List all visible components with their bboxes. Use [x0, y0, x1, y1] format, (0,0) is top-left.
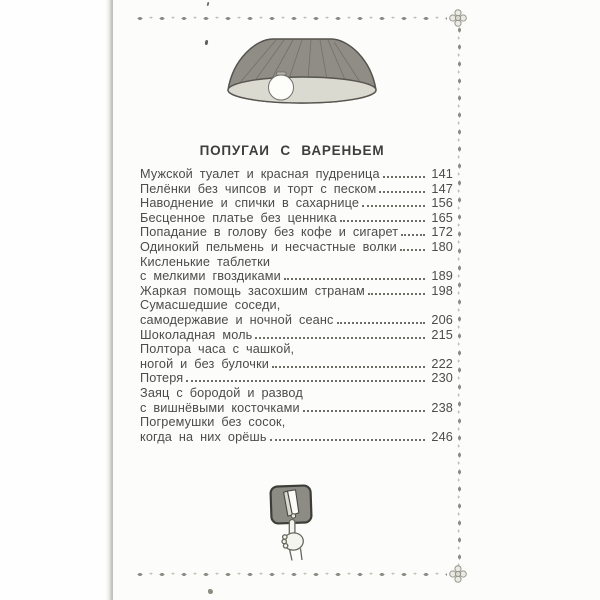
toc-entry-page: 230 [431, 371, 453, 386]
dot-leader [368, 293, 425, 295]
toc-entry-text: Кисленькие таблетки [140, 254, 271, 269]
toc-entry [140, 313, 453, 328]
toc-entry-text: Полтора часа с чашкой, [140, 342, 295, 357]
toc-entry-page: 246 [431, 429, 453, 444]
toc-entry-text: Одинокий пельмень и несчастные волки [140, 239, 397, 254]
toc-entry [140, 196, 453, 211]
toc-entry-page: 189 [431, 269, 453, 284]
toc-entry [140, 255, 453, 270]
toc-entry-text: Наводнение и спички в сахарнице [140, 196, 360, 211]
toc-entry [140, 269, 453, 284]
toc-entry-text: Попадание в голову без кофе и сигарет [140, 225, 399, 240]
dot-leader [270, 439, 425, 441]
toc-entry-text: с вишнёвыми косточками [140, 400, 300, 415]
dot-leader [379, 191, 425, 193]
toc-entry [140, 240, 453, 255]
dot-leader [255, 337, 425, 339]
toc-entry-page: 222 [431, 356, 453, 371]
toc-entry [140, 182, 453, 197]
toc-entry [140, 357, 453, 372]
toc-entry [140, 284, 453, 299]
toc-entry [140, 342, 453, 357]
dot-leader [383, 176, 425, 178]
toc-entry [140, 211, 453, 226]
toc-entry-page: 165 [431, 210, 453, 225]
toc-entry-text: Бесценное платье без ценника [140, 210, 337, 225]
toc-entry-text: Пелёнки без чипсов и торт с песком [140, 181, 377, 196]
toc-entry-page: 215 [431, 327, 453, 342]
toc-entry [140, 298, 453, 313]
book-page [113, 0, 600, 600]
toc-entry [140, 430, 453, 445]
toc-entry-text: самодержавие и ночной сеанс [140, 312, 334, 327]
toc-entry-text: Заяц с бородой и развод [140, 385, 303, 400]
toc-entry [140, 371, 453, 386]
toc-entry-page: 147 [431, 181, 453, 196]
toc-entry-text: когда на них орёшь [140, 429, 267, 444]
toc-entry-page: 141 [431, 167, 453, 181]
toc-entry-text: Погремушки без сосок, [140, 415, 286, 430]
toc-entry-text: Шоколадная моль [140, 327, 253, 342]
toc-entry-page: 180 [431, 239, 453, 254]
corner-rosette-icon [449, 565, 467, 583]
dot-leader [401, 234, 425, 236]
dot-leader [362, 205, 425, 207]
photo-speck [208, 589, 213, 594]
toc-entry [140, 386, 453, 401]
dot-leader [337, 322, 425, 324]
dot-leader [340, 220, 425, 222]
toc-entry [140, 328, 453, 343]
toc-entry [140, 401, 453, 416]
toc-entry [140, 415, 453, 430]
toc-entry-page: 206 [431, 312, 453, 327]
toc-entry-text: Жаркая помощь засохшим странам [140, 283, 365, 298]
toc-entry [140, 167, 453, 182]
frame-bottom-border [135, 571, 447, 578]
toc-entry-text: ногой и без булочки [140, 356, 270, 371]
dot-leader [284, 278, 425, 280]
toc-entry-page: 198 [431, 283, 453, 298]
dot-leader [303, 410, 425, 412]
toc-entry-text: Потеря [140, 371, 184, 386]
toc-entry-text: Сумасшедшие соседи, [140, 298, 281, 313]
toc-entry-text: Мужской туалет и красная пудреница [140, 167, 380, 181]
toc-entry-text: с мелкими гвоздиками [140, 269, 281, 284]
frame-right-border [456, 25, 463, 567]
toc-entry-page: 156 [431, 196, 453, 211]
table-of-contents [140, 167, 453, 444]
toc-entry-page: 172 [431, 225, 453, 240]
frame-top-border [135, 15, 447, 22]
dot-leader [186, 380, 425, 382]
dot-leader [272, 366, 425, 368]
light-switch-illustration-icon [251, 482, 339, 562]
chapter-title: ПОПУГАИ С ВАРЕНЬЕМ [199, 143, 385, 158]
lampshade-illustration-icon [226, 35, 378, 105]
dot-leader [400, 249, 425, 251]
corner-rosette-icon [449, 9, 467, 27]
toc-entry [140, 225, 453, 240]
toc-entry-page: 238 [431, 400, 453, 415]
